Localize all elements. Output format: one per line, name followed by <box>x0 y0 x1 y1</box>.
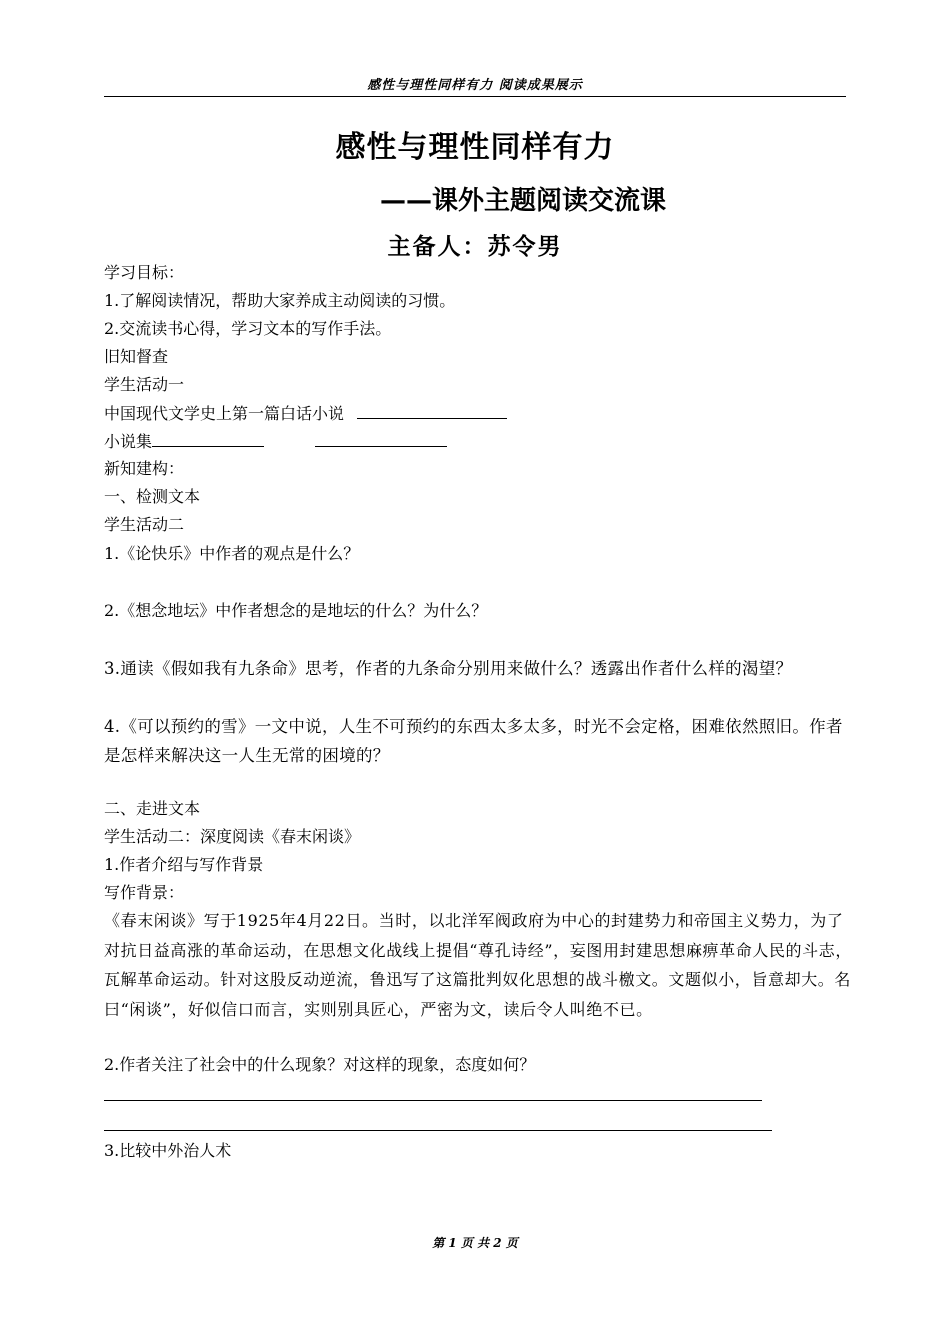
review-activity: 学生活动一 <box>104 375 185 394</box>
preparer-line: 主备人：苏令男 <box>387 233 563 260</box>
question-2: 2.《想念地坛》中作者想念的是地坛的什么？为什么？ <box>104 601 488 620</box>
page-header: 感性与理性同样有力 阅读成果展示 <box>367 78 583 93</box>
answer-blank-1[interactable] <box>357 402 507 419</box>
section-2-heading: 二、走进文本 <box>104 799 201 818</box>
review-question-1-text: 中国现代文学史上第一篇白话小说 <box>104 404 345 423</box>
objectives-heading: 学习目标： <box>104 263 185 282</box>
review-question-2-text: 小说集 <box>104 432 153 451</box>
objective-item-1: 1.了解阅读情况，帮助大家养成主动阅读的习惯。 <box>104 291 456 310</box>
answer-line-1[interactable] <box>104 1100 762 1101</box>
background-label: 写作背景： <box>104 883 185 902</box>
answer-line-2[interactable] <box>104 1130 772 1131</box>
question-3: 3.通读《假如我有九条命》思考，作者的九条命分别用来做什么？透露出作者什么样的渴望？ <box>104 659 793 678</box>
question-1: 1.《论快乐》中作者的观点是什么？ <box>104 544 360 563</box>
section-1-activity: 学生活动二 <box>104 515 185 534</box>
page-footer: 第 1 页 共 2 页 <box>432 1236 518 1250</box>
answer-blank-3[interactable] <box>315 430 447 447</box>
background-text: 《春末闲谈》写于1925年4月22日。当时，以北洋军阀政府为中心的封建势力和帝国主义势力，为了对抗日益高涨的革命运动，在思想文化战线上提倡“尊孔诗经”，妄图用封建思想麻痹革命人民的斗志，瓦解革命运动。针对这股反动逆流，鲁迅写了这篇批判奴化思想的战斗檄文。文题似小，旨意却大。名曰“闲谈”，好似信口而言，实则别具匠心，严密为文，读后令人叫绝不已。 <box>104 911 852 1019</box>
new-knowledge-heading: 新知建构： <box>104 459 185 478</box>
section-2-item-3: 3.比较中外治人术 <box>104 1141 232 1160</box>
section-2-item-2: 2.作者关注了社会中的什么现象？对这样的现象，态度如何？ <box>104 1055 536 1074</box>
question-4: 4.《可以预约的雪》一文中说，人生不可预约的东西太多太多，时光不会定格，困难依然照旧。作者是怎样来解决这一人生无常的困境的？ <box>104 717 843 765</box>
review-heading: 旧知督查 <box>104 347 169 366</box>
review-question-1 <box>104 402 507 425</box>
objective-item-2: 2.交流读书心得，学习文本的写作手法。 <box>104 319 392 338</box>
document-subtitle: ——课外主题阅读交流课 <box>380 186 667 216</box>
section-2-item-1: 1.作者介绍与写作背景 <box>104 855 264 874</box>
section-1-heading: 一、检测文本 <box>104 487 201 506</box>
section-2-activity: 学生活动二：深度阅读《春末闲谈》 <box>104 827 361 846</box>
document-title: 感性与理性同样有力 <box>335 130 615 165</box>
answer-blank-2[interactable] <box>152 430 264 447</box>
review-question-2 <box>104 430 447 453</box>
header-rule <box>104 96 846 97</box>
